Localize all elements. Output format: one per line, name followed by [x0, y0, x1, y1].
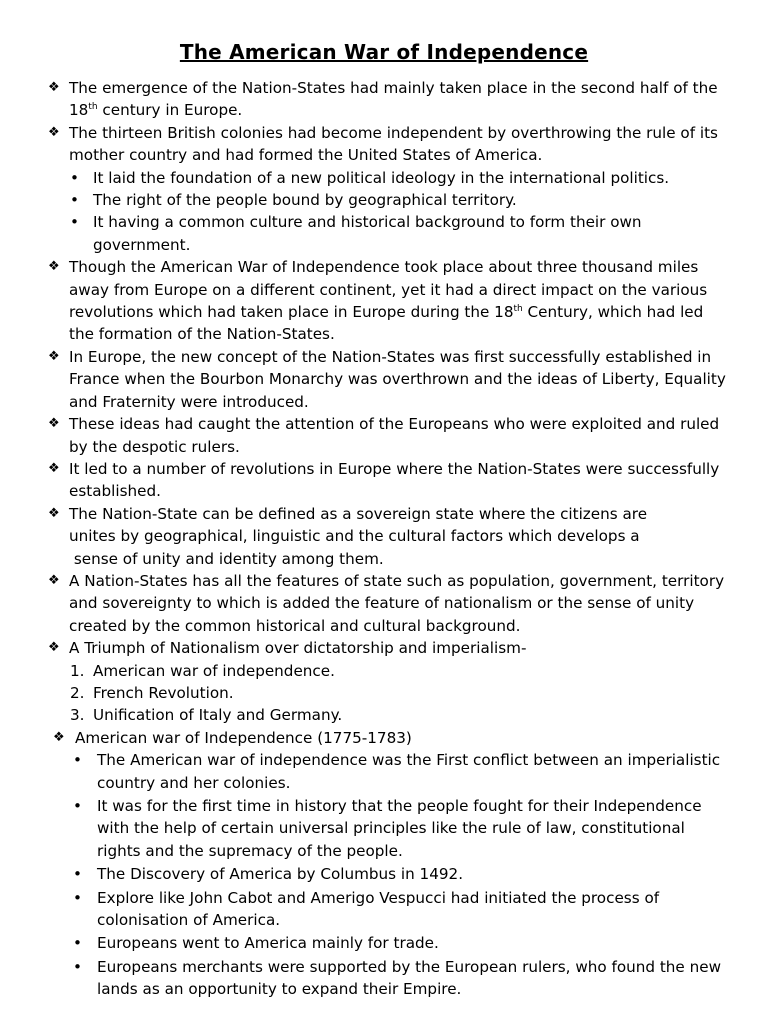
- diamond-bullet-icon: ❖: [48, 460, 60, 476]
- bullet-icon: •: [73, 888, 82, 907]
- bullet-icon: •: [73, 797, 82, 815]
- sub-item-text: Europeans went to America mainly for trade.: [97, 934, 439, 953]
- paragraph-text: In Europe, the new concept of the Nation-States was first successfully established in France when the Bourbon Monarchy was overthrown and the ideas of Liberty, Equality and Fraternity were introduced.: [69, 347, 726, 411]
- bullet-icon: •: [70, 168, 79, 187]
- bullet-icon: •: [70, 213, 79, 232]
- paragraph-text: A Triumph of Nationalism over dictatorship and imperialism-: [69, 639, 527, 658]
- section-heading: American war of Independence (1775-1783): [75, 728, 412, 747]
- bullet-icon: •: [73, 751, 82, 770]
- list-item: [48, 570, 728, 637]
- paragraph-text: These ideas had caught the attention of the Europeans who were exploited and ruled by the despotic rulers.: [69, 415, 720, 456]
- sub-item-text: The Discovery of America by Columbus in 1492.: [97, 865, 464, 884]
- diamond-bullet-icon: ❖: [48, 348, 60, 364]
- paragraph-text: A Nation-States has all the features of state such as population, government, territory and sovereignty to which is added the feature of nationalism or the sense of unity created by the common historical and cultural background.: [69, 571, 725, 635]
- diamond-bullet-icon: ❖: [48, 640, 60, 656]
- diamond-bullet-icon: ❖: [48, 572, 60, 588]
- sub-list-item: [48, 211, 728, 256]
- sub-list-item: [48, 956, 728, 1001]
- diamond-bullet-icon: ❖: [48, 505, 60, 521]
- diamond-bullet-icon: ❖: [48, 80, 60, 95]
- document-body: [48, 77, 728, 1002]
- numbered-item: [48, 660, 728, 682]
- paragraph-text: The emergence of the Nation-States had mainly taken place in the second half of the: [69, 79, 718, 97]
- list-item: [48, 77, 728, 122]
- sub-list-item: [48, 887, 728, 932]
- sub-list-item: [48, 189, 728, 211]
- page-title: The American War of Independence: [179, 40, 589, 64]
- paragraph-line: unites by geographical, linguistic and the cultural factors which develops a: [69, 527, 640, 546]
- paragraph-text: 18: [69, 101, 89, 120]
- diamond-bullet-icon: ❖: [48, 416, 60, 432]
- diamond-bullet-icon: ❖: [48, 259, 60, 275]
- sub-list-item: [48, 795, 728, 862]
- list-item: [48, 256, 728, 346]
- numbered-item-text: French Revolution.: [93, 683, 234, 702]
- sub-list-item: [48, 863, 728, 885]
- item-number: 2.: [70, 683, 85, 702]
- sub-item-text: Explore like John Cabot and Amerigo Vespucci had initiated the process of colonisation of America.: [97, 888, 660, 930]
- list-item: [48, 503, 728, 570]
- list-item: [48, 458, 728, 503]
- list-item: [48, 637, 728, 659]
- sub-item-text: It was for the first time in history that the people fought for their Independence with the help of certain universal principles like the rule of law, constitutional rights and the supremacy of the people.: [97, 797, 702, 860]
- bullet-icon: •: [73, 934, 82, 953]
- superscript: th: [88, 102, 98, 113]
- sub-item-text: It having a common culture and historical background to form their own government.: [93, 213, 642, 254]
- paragraph-text: Though the American War of Independence took place about three thousand miles away from Europe on a different continent, yet it had a direct impact on the various revolutions which had taken place in Europe during the 18: [69, 258, 708, 322]
- paragraph-text: Century, which had led the formation of the Nation-States.: [69, 303, 704, 344]
- list-item: [48, 346, 728, 413]
- numbered-item-text: Unification of Italy and Germany.: [93, 706, 343, 725]
- list-item: [48, 122, 728, 167]
- sub-list-item: [48, 749, 728, 794]
- sub-item-text: It laid the foundation of a new political ideology in the international politics.: [93, 168, 670, 187]
- sub-item-text: Europeans merchants were supported by the European rulers, who found the new lands as an opportunity to expand their Empire.: [97, 957, 721, 999]
- paragraph-line: The Nation-State can be defined as a sovereign state where the citizens are: [69, 504, 648, 523]
- paragraph-text: century in Europe.: [97, 101, 243, 120]
- sub-item-text: The American war of independence was the First conflict between an imperialistic country and her colonies.: [97, 751, 721, 792]
- item-number: 1.: [70, 661, 85, 680]
- paragraph-text: The thirteen British colonies had become independent by overthrowing the rule of its mother country and had formed the United States of America.: [69, 123, 718, 165]
- diamond-bullet-icon: ❖: [48, 124, 60, 140]
- numbered-item: [48, 704, 728, 726]
- paragraph-text: It led to a number of revolutions in Europe where the Nation-States were successfully established.: [69, 459, 720, 501]
- bullet-icon: •: [70, 191, 79, 210]
- paragraph-line: sense of unity and identity among them.: [69, 549, 384, 568]
- superscript: th: [513, 304, 523, 314]
- sub-list-item: [48, 932, 728, 954]
- item-number: 3.: [70, 706, 85, 725]
- sub-list-item: [48, 167, 728, 189]
- list-item: [48, 727, 728, 749]
- list-item: [48, 413, 728, 458]
- numbered-item: [48, 682, 728, 704]
- diamond-bullet-icon: ❖: [53, 729, 65, 745]
- numbered-item-text: American war of independence.: [93, 661, 335, 680]
- sub-item-text: The right of the people bound by geographical territory.: [93, 191, 517, 210]
- bullet-icon: •: [73, 865, 82, 884]
- bullet-icon: •: [73, 957, 82, 976]
